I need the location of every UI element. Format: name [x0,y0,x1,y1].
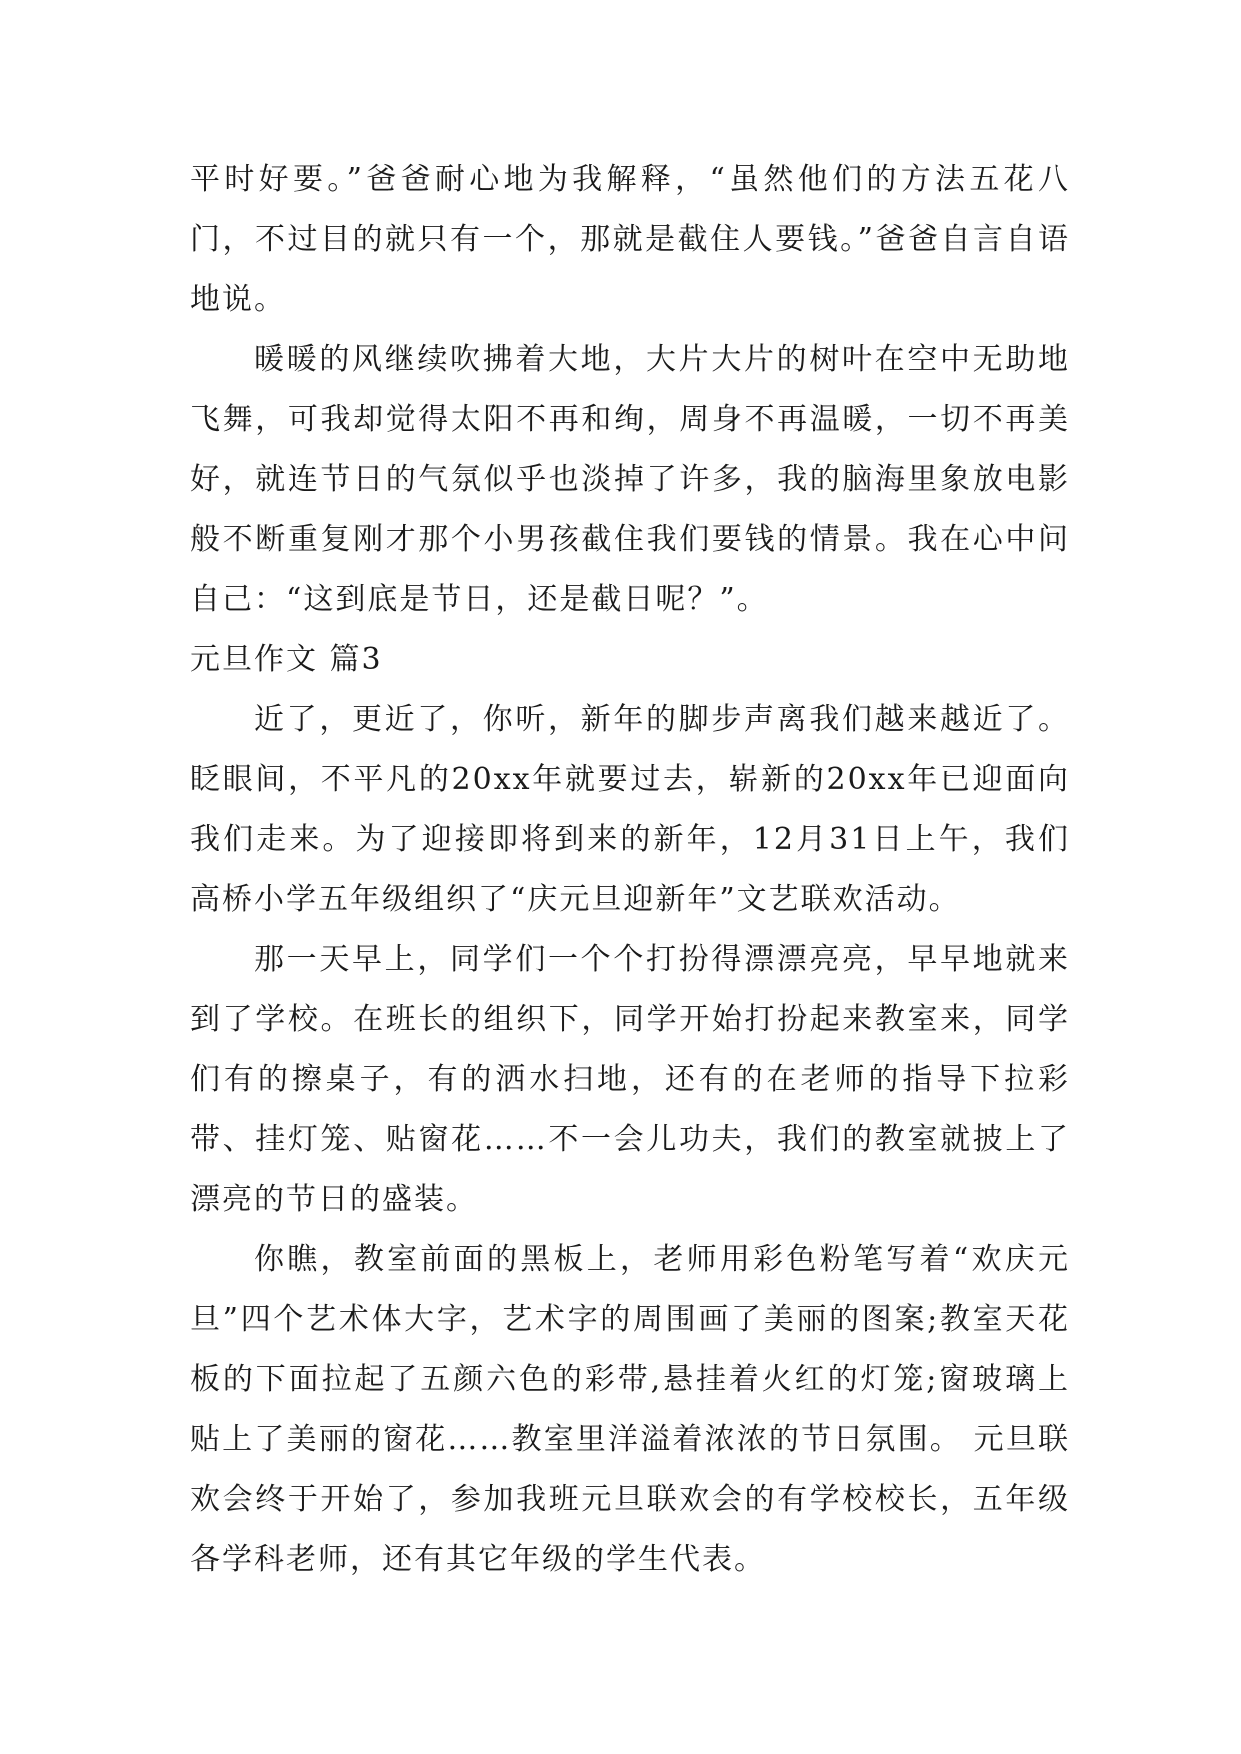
paragraph-1: 平时好要。”爸爸耐心地为我解释，“虽然他们的方法五花八门，不过目的就只有一个，那就是截住人要钱。”爸爸自言自语地说。 [190,162,1070,317]
paragraph-4: 那一天早上，同学们一个个打扮得漂漂亮亮，早早地就来到了学校。在班长的组织下，同学开始打扮起来教室来，同学们有的擦桌子，有的洒水扫地，还有的在老师的指导下拉彩带、挂灯笼、贴窗花……不一会儿功夫，我们的教室就披上了漂亮的节日的盛装。 [190,942,1070,1217]
document-body [190,150,1070,1590]
paragraph-5: 你瞧，教室前面的黑板上，老师用彩色粉笔写着“欢庆元旦”四个艺术体大字，艺术字的周围画了美丽的图案;教室天花板的下面拉起了五颜六色的彩带,悬挂着火红的灯笼;窗玻璃上贴上了美丽的窗花……教室里洋溢着浓浓的节日氛围。 元旦联欢会终于开始了，参加我班元旦联欢会的有学校校长，五年级各学科老师，还有其它年级的学生代表。 [190,1242,1070,1577]
section-heading: 元旦作文 篇3 [190,642,383,677]
paragraph-2: 暖暖的风继续吹拂着大地，大片大片的树叶在空中无助地飞舞，可我却觉得太阳不再和绚，周身不再温暖，一切不再美好，就连节日的气氛似乎也淡掉了许多，我的脑海里象放电影般不断重复刚才那个小男孩截住我们要钱的情景。我在心中问自己：“这到底是节日，还是截日呢？”。 [190,342,1070,617]
paragraph-3: 近了，更近了，你听，新年的脚步声离我们越来越近了。眨眼间，不平凡的20xx年就要过去，崭新的20xx年已迎面向我们走来。为了迎接即将到来的新年，12月31日上午，我们高桥小学五年级组织了“庆元旦迎新年”文艺联欢活动。 [190,702,1070,917]
